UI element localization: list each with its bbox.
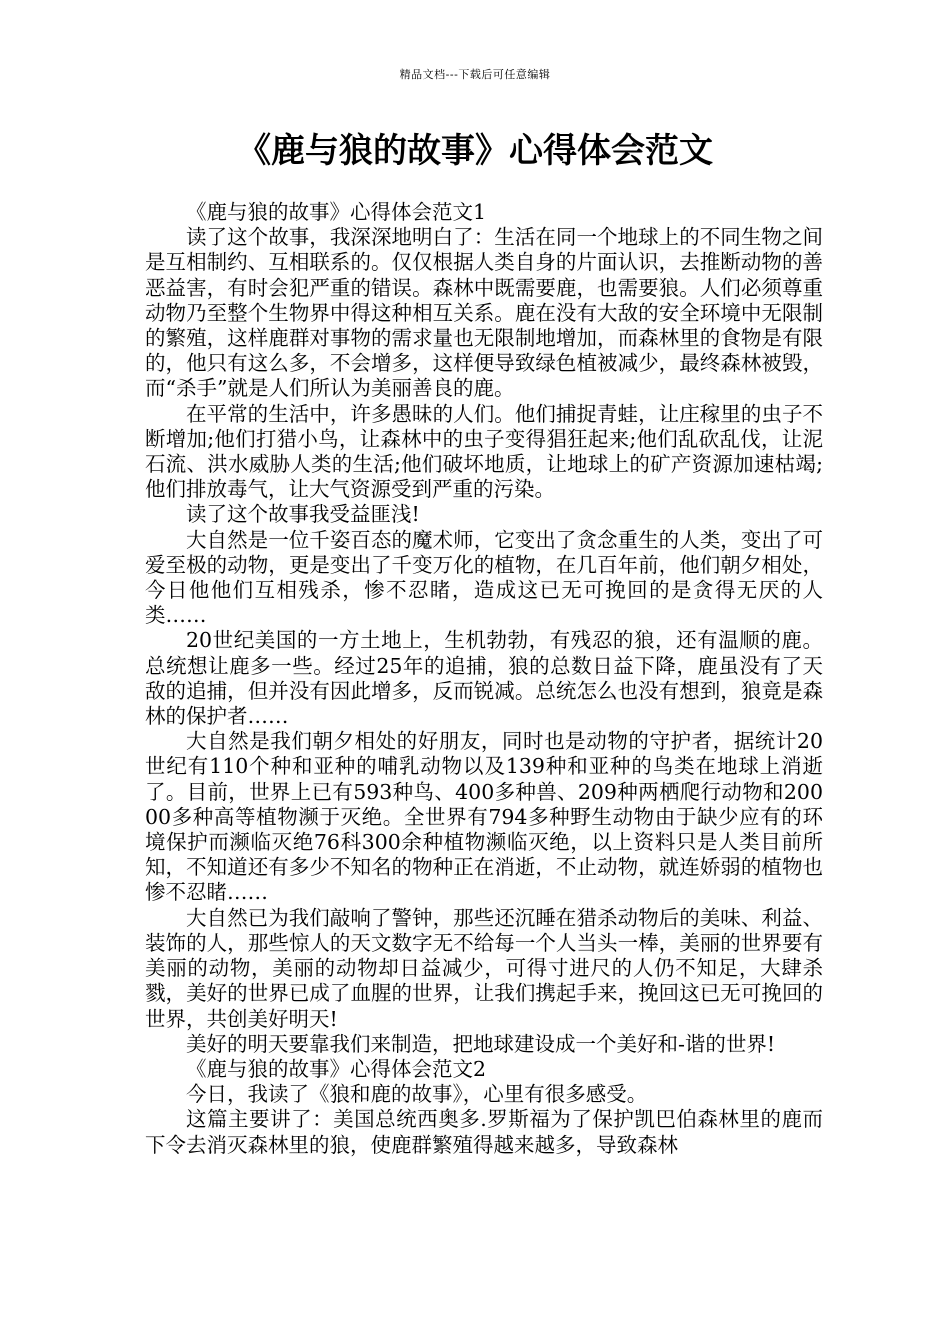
document-title: 《鹿与狼的故事》心得体会范文 [237, 131, 713, 171]
paragraph: 读了这个故事我受益匪浅! [186, 502, 420, 527]
document-body [145, 200, 823, 1158]
section-heading: 《鹿与狼的故事》心得体会范文1 [186, 200, 487, 224]
paragraph: 今日，我读了《狼和鹿的故事》，心里有很多感受。 [186, 1082, 648, 1107]
paragraph: 在平常的生活中，许多愚昧的人们。他们捕捉青蛙，让庄稼里的虫子不断增加;他们打猎小鸟，让森林中的虫子变得猖狂起来;他们乱砍乱伐，让泥石流、洪水威胁人类的生活;他们破坏地质，让地球上的矿产资源加速枯竭;他们排放毒气，让大气资源受到严重的污染。 [145, 401, 823, 502]
paragraph: 大自然是我们朝夕相处的好朋友，同时也是动物的守护者，据统计20世纪有110个种和亚种的哺乳动物以及139种和亚种的鸟类在地球上消逝了。目前，世界上已有593种鸟、400多种兽、209种两栖爬行动物和20000多种高等植物濒于灭绝。全世界有794多种野生动物由于缺少应有的环境保护而濒临灭绝76科300余种植物濒临灭绝，以上资料只是人类目前所知，不知道还有多少不知名的物种正在消逝，不止动物，就连娇弱的植物也惨不忍睹…… [145, 729, 823, 905]
section-heading: 《鹿与狼的故事》心得体会范文2 [186, 1056, 487, 1081]
paragraph: 大自然是一位千姿百态的魔术师，它变出了贪念重生的人类，变出了可爱至极的动物，更是变出了千变万化的植物，在几百年前，他们朝夕相处，今日他他们互相残杀，惨不忍睹，造成这已无可挽回的是贪得无厌的人类…… [145, 527, 823, 628]
paragraph: 这篇主要讲了：美国总统西奥多.罗斯福为了保护凯巴伯森林里的鹿而下令去消灭森林里的狼，使鹿群繁殖得越来越多，导致森林 [145, 1107, 823, 1157]
paragraph: 20世纪美国的一方土地上，生机勃勃，有残忍的狼，还有温顺的鹿。总统想让鹿多一些。经过25年的追捕，狼的总数日益下降，鹿虽没有了天敌的追捕，但并没有因此增多，反而锐减。总统怎么也没有想到，狼竟是森林的保护者…… [145, 628, 823, 729]
paragraph: 读了这个故事，我深深地明白了：生活在同一个地球上的不同生物之间是互相制约、互相联系的。仅仅根据人类自身的片面认识，去推断动物的善恶益害，有时会犯严重的错误。森林中既需要鹿，也需要狼。人们必须尊重动物乃至整个生物界中得这种相互关系。鹿在没有大敌的安全环境中无限制的繁殖，这样鹿群对事物的需求量也无限制地增加，而森林里的食物是有限的，他只有这么多，不会增多，这样便导致绿色植被减少，最终森林被毁，而“杀手”就是人们所认为美丽善良的鹿。 [145, 225, 823, 401]
page-header: 精品文档---下载后可任意编辑 [399, 68, 551, 81]
paragraph: 美好的明天要靠我们来制造，把地球建设成一个美好和-谐的世界! [186, 1031, 776, 1056]
paragraph: 大自然已为我们敲响了警钟，那些还沉睡在猎杀动物后的美味、利益、装饰的人，那些惊人的天文数字无不给每一个人当头一棒，美丽的世界要有美丽的动物，美丽的动物却日益减少，可得寸进尺的人仍不知足，大肆杀戮，美好的世界已成了血腥的世界，让我们携起手来，挽回这已无可挽回的世界，共创美好明天! [145, 905, 823, 1031]
